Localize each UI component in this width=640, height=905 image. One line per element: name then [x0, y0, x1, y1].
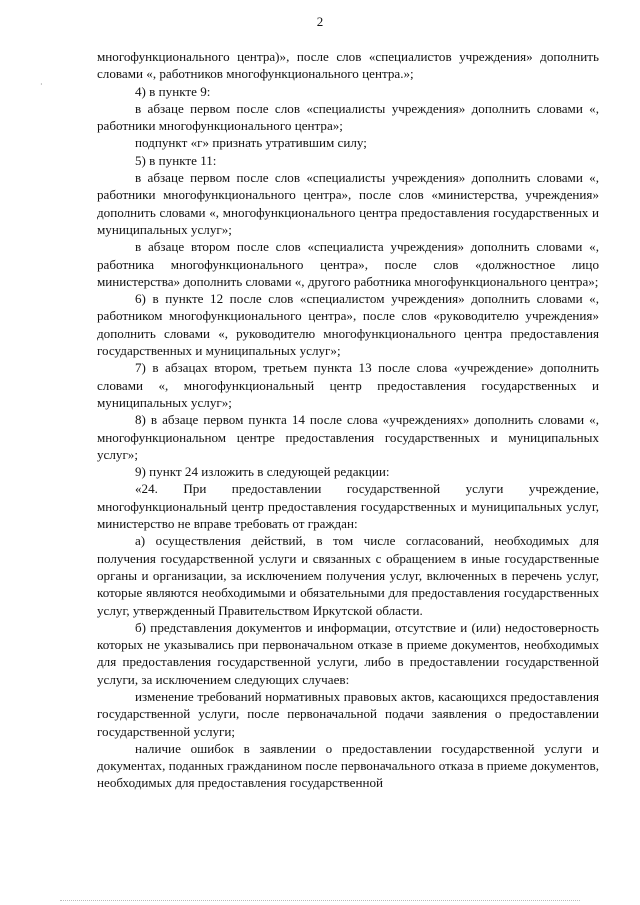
- paragraph-10: 8) в абзаце первом пункта 14 после слова «учреждениях» дополнить словами «, многофункциональном центре предоставления государственных и муниципальных услуг»;: [97, 412, 599, 462]
- paragraph-7: в абзаце втором после слов «специалиста учреждения» дополнить словами «, работника многофункционального центра», после слов «должностное лицо министерства» дополнить словами «, другого работника многофункционального центра»;: [97, 239, 599, 289]
- paragraph-13: а) осуществления действий, в том числе согласований, необходимых для получения государственной услуги и связанных с обращением в иные государственные органы и организации, за исключением получения услуг, включенных в перечень услуг, которые являются необходимыми и обязательными для предоставления государственных услуг, утвержденный Правительством Иркутской области.: [97, 533, 599, 618]
- paragraph-16: наличие ошибок в заявлении о предоставлении государственной услуги и документах, поданных гражданином после первоначального отказа в приеме документов, необходимых для предоставления государственной: [97, 740, 599, 791]
- page-number: 2: [316, 14, 324, 29]
- paragraph-6: в абзаце первом после слов «специалисты учреждения» дополнить словами «, работники многофункционального центра», после слов «министерства, учреждения» дополнить словами «, многофункционального центра предоставления государственных и муниципальных услуг»;: [97, 170, 599, 237]
- paragraph-1: многофункционального центра)», после слов «специалистов учреждения» дополнить словами «, работников многофункционального центра.»;: [97, 49, 599, 82]
- document-body: [97, 48, 599, 792]
- paragraph-3: в абзаце первом после слов «специалисты учреждения» дополнить словами «, работники многофункционального центра»;: [97, 100, 599, 134]
- scan-edge-line: [60, 900, 580, 901]
- margin-mark: ·: [40, 80, 43, 89]
- paragraph-2: 4) в пункте 9:: [135, 83, 211, 99]
- paragraph-8: 6) в пункте 12 после слов «специалистом учреждения» дополнить словами «, работником многофункционального центра», после слов «руководителю учреждения» дополнить словами «, руководителю многофункционального центра предоставления государственных и муниципальных услуг»;: [97, 291, 599, 359]
- paragraph-14: б) представления документов и информации, отсутствие и (или) недостоверность которых не указывались при первоначальном отказе в приеме документов, необходимых для предоставления государственной услуги, либо в предоставлении государственной услуги, за исключением следующих случаев:: [97, 619, 599, 687]
- paragraph-9: 7) в абзацах втором, третьем пункта 13 после слова «учреждение» дополнить словами «, многофункциональный центр предоставления государственных и муниципальных услуг»;: [97, 360, 599, 410]
- paragraph-11: 9) пункт 24 изложить в следующей редакции:: [135, 464, 390, 480]
- paragraph-15: изменение требований нормативных правовых актов, касающихся предоставления государственной услуги, после первоначальной подачи заявления о предоставлении государственной услуги;: [97, 688, 599, 739]
- paragraph-5: 5) в пункте 11:: [135, 152, 217, 168]
- paragraph-12: «24. При предоставлении государственной услуги учреждение, многофункциональный центр предоставления государственных и муниципальных услуг, министерство не вправе требовать от граждан:: [97, 481, 599, 532]
- paragraph-4: подпункт «г» признать утратившим силу;: [135, 135, 367, 151]
